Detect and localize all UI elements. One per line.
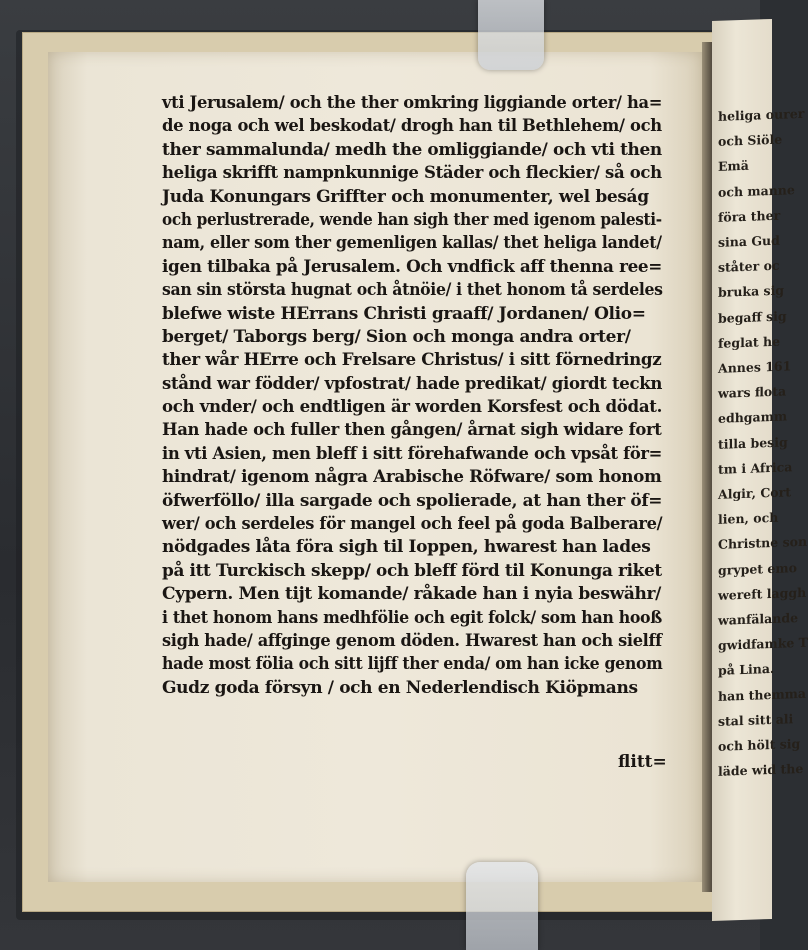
facing-page-line: på Lina. [718,661,775,679]
page-text-block [162,92,662,700]
text-line: in vti Asien, men bleff i sitt förehafwande och vpsåt för= [162,443,663,464]
facing-page-line: Algir, Cort [718,484,791,502]
show-through-text [195,745,595,805]
facing-page [712,19,808,921]
facing-page-line: grypet emo [718,559,797,578]
text-line: Gudz goda försyn / och en Nederlendisch Kiöpmans [162,677,638,698]
facing-page-line: gwidfamke T [718,634,808,654]
facing-page-line: Emä [718,158,749,175]
facing-page-line: tilla besig [718,433,788,452]
text-line: i thet honom hans medhfölie och egit folck/ som han hooß [162,607,662,628]
text-line: vti Jerusalem/ och the ther omkring liggiande orter/ ha= [162,93,663,113]
facing-page-line: begaff sig [718,308,787,326]
facing-page-line: lien, och [718,509,779,528]
text-line: igen tilbaka på Jerusalem. Och vndfick aff thenna ree= [162,256,662,277]
text-line: öfwerföllo/ illa sargade och spolierade, at han ther öf= [162,490,663,511]
facing-page-line: tm i Africa [718,459,793,477]
facing-page-line: feglat he [718,333,781,351]
facing-page-line: och hölt sig [718,735,801,754]
facing-page-line: sina Gud [718,232,780,250]
text-line: blefwe wiste HErrans Christi graaff/ Jordanen/ Olio= [162,303,646,324]
facing-page-line: wars flota [718,383,787,402]
facing-page-line: läde wid the [718,761,804,780]
facing-page-line: Christne son [718,534,808,553]
facing-page-line: ståter oc [718,257,780,276]
facing-page-line: wereft laggh [718,584,807,603]
page-clip-top [478,0,544,70]
facing-page-line: wanfälande [718,610,799,628]
facing-page-line: han themma [718,685,806,704]
facing-page-line: Annes 161 [718,358,792,376]
text-line: san sin största hugnat och åtnöie/ i thet honom tå serdeles [162,280,663,301]
text-line: på itt Turckisch skepp/ och bleff förd til Konunga riket [162,560,662,581]
facing-page-line: edhgamm [718,408,788,427]
page-clip-bottom [466,862,538,950]
facing-page-line: stal sitt ali [718,711,794,729]
text-line: ther wår HErre och Frelsare Christus/ i sitt förnedringz [162,350,662,371]
text-line: Juda Konungars Griffter och monumenter, wel beság [162,186,649,207]
facing-page-line: föra ther [718,207,781,225]
text-line: de noga och wel beskodat/ drogh han til Bethlehem/ och [162,116,662,137]
text-line: wer/ och serdeles för mangel och feel på goda Balberare/ [162,514,663,535]
text-line: Han hade och fuller then gången/ årnat sigh widare fort [162,420,662,441]
text-line: heliga skrifft nampnkunnige Städer och fleckier/ så och [162,163,662,184]
text-line: stånd war födder/ vpfostrat/ hade predikat/ giordt teckn [162,373,663,394]
text-line: hade most fölia och sitt lijff ther enda/ om han icke genom [162,654,663,675]
text-line: och perlustrerade, wende han sigh ther med igenom palesti- [162,209,662,230]
facing-page-line: och manne [718,181,795,200]
text-line: hindrat/ igenom några Arabische Röfware/ som honom [162,467,662,488]
text-line: och vnder/ och endtligen är worden Korsfest och dödat. [162,397,663,418]
facing-page-line: och Siöle [718,131,783,150]
text-line: berget/ Taborgs berg/ Sion och monga andra orter/ [162,326,631,347]
text-line: sigh hade/ affginge genom döden. Hwarest han och sielff [162,630,662,651]
facing-page-line: heliga ourer [718,105,805,124]
text-line: Cypern. Men tijt komande/ råkade han i nyia beswähr/ [162,584,662,605]
text-line: nam, eller som ther gemenligen kallas/ thet heliga landet/ [162,233,662,254]
facing-page-line: bruka sig [718,282,785,301]
text-line: nödgades låta föra sigh til Ioppen, hwarest han lades [162,537,651,558]
catchword: flitt= [618,752,667,772]
text-line: ther sammalunda/ medh the omliggiande/ och vti then [162,139,662,160]
